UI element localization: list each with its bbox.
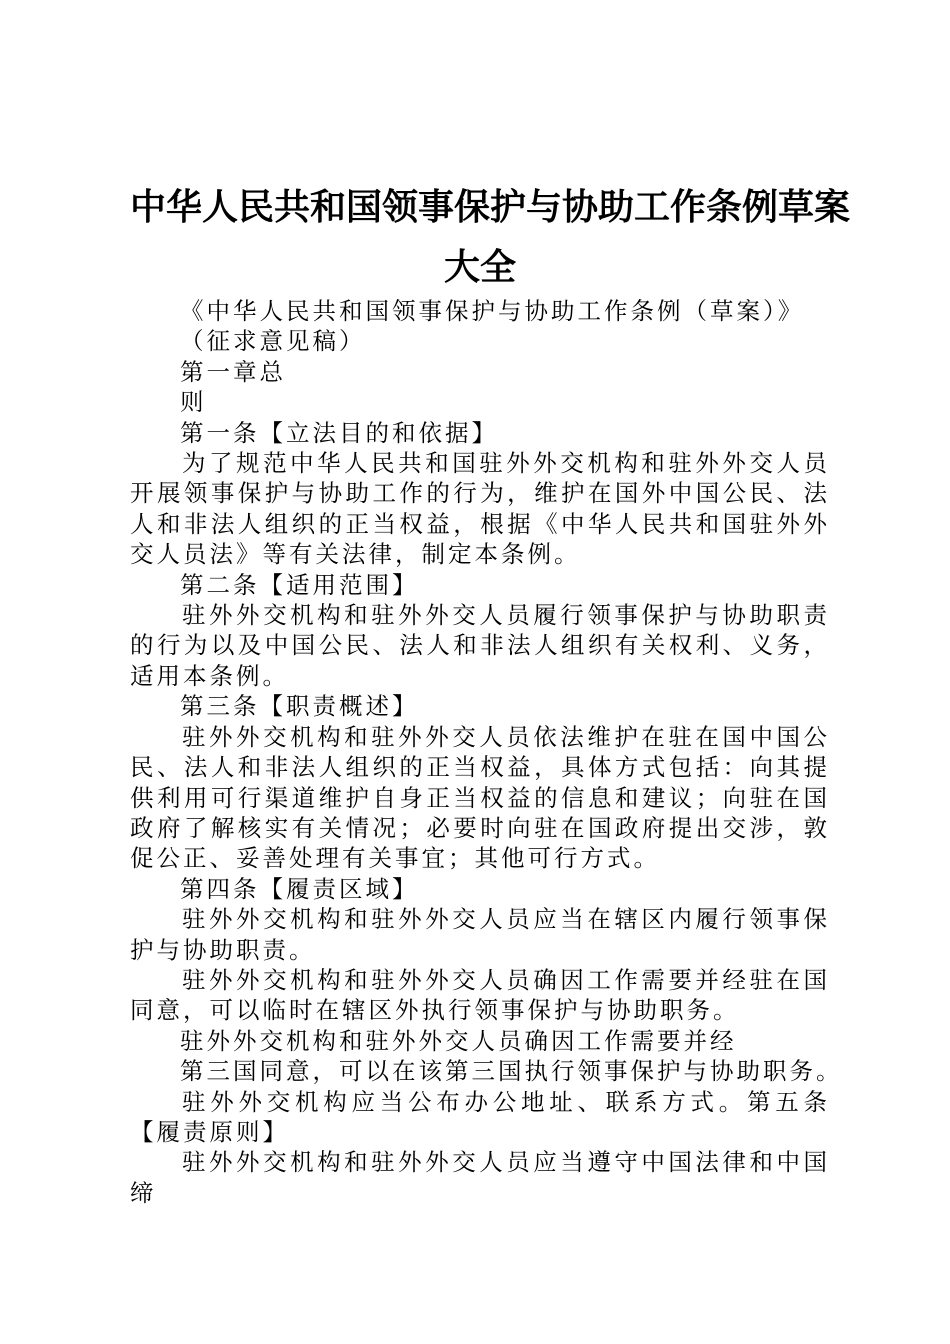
draft-note: （征求意见稿） [180, 327, 366, 356]
article-paragraph-3: 驻外外交机构和驻外外交人员依法维护在驻在国中国公民、法人和非法人组织的正当权益，具体方式包括：向其提供利用可行渠道维护自身正当权益的信息和建议；向驻在国政府了解核实有关情况；必要时向驻在国政府提出交涉，敦促公正、妥善处理有关事宜；其他可行方式。 [130, 722, 830, 873]
article-paragraph-4a: 驻外外交机构和驻外外交人员应当在辖区内履行领事保护与协助职责。 [130, 905, 830, 964]
article-paragraph-4c-line-1: 驻外外交机构和驻外外交人员确因工作需要并经 [180, 1026, 737, 1055]
article-paragraph-4c-line-2: 第三国同意，可以在该第三国执行领事保护与协助职务。 [180, 1057, 843, 1086]
document-subtitle: 《中华人民共和国领事保护与协助工作条例（草案）》 [180, 297, 805, 325]
document-body [130, 296, 843, 1208]
article-heading-1: 第一条【立法目的和依据】 [180, 418, 498, 447]
article-heading-3: 第三条【职责概述】 [180, 692, 419, 721]
article-paragraph-5: 驻外外交机构和驻外外交人员应当遵守中国法律和中国缔 [130, 1148, 830, 1207]
document-title-line-2: 大全 [443, 247, 516, 288]
article-heading-4: 第四条【履责区域】 [180, 874, 419, 903]
article-paragraph-4d: 驻外外交机构应当公布办公地址、联系方式。第五条【履责原则】 [130, 1087, 830, 1146]
article-heading-2: 第二条【适用范围】 [180, 570, 419, 599]
article-paragraph-2: 驻外外交机构和驻外外交人员履行领事保护与协助职责的行为以及中国公民、法人和非法人组织有关权利、义务，适用本条例。 [130, 601, 830, 690]
document-title-line-1: 中华人民共和国领事保护与协助工作条例草案 [130, 187, 851, 228]
article-paragraph-4b: 驻外外交机构和驻外外交人员确因工作需要并经驻在国同意，可以临时在辖区外执行领事保护与协助职务。 [130, 965, 830, 1025]
chapter-heading-part-2: 则 [180, 388, 207, 417]
article-paragraph-1: 为了规范中华人民共和国驻外外交机构和驻外外交人员开展领事保护与协助工作的行为，维护在国外中国公民、法人和非法人组织的正当权益，根据《中华人民共和国驻外外交人员法》等有关法律，制定本条例。 [130, 449, 830, 569]
chapter-heading-part-1: 第一章总 [180, 357, 286, 386]
